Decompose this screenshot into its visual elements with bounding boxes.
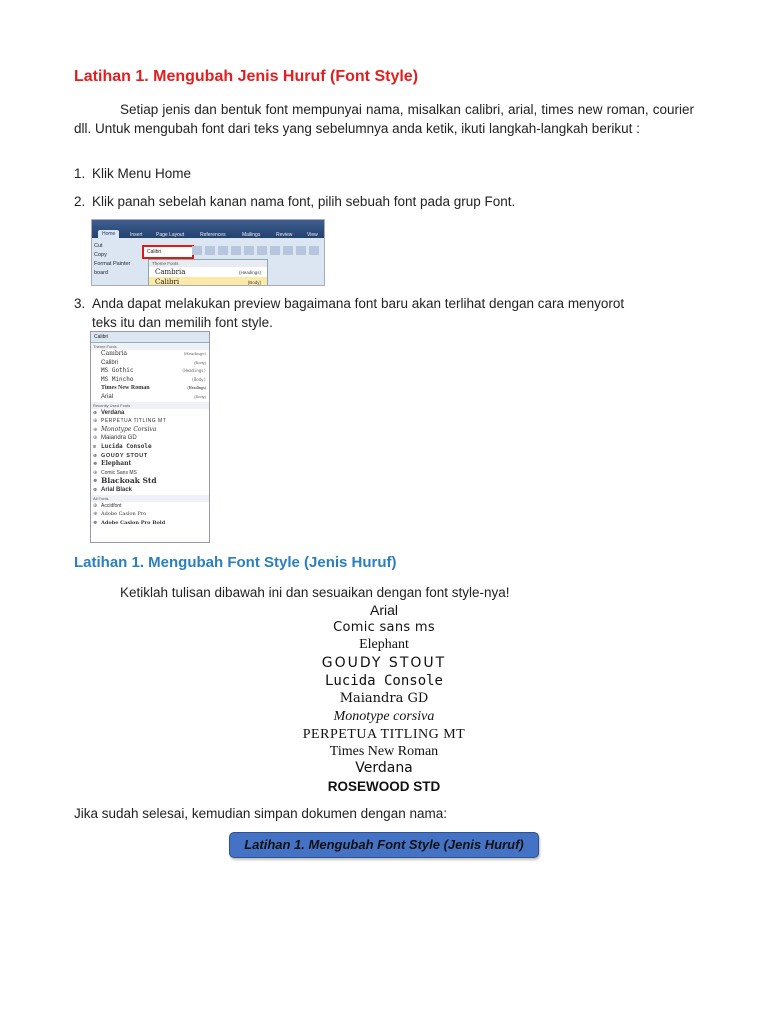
list-item: ⊕ Blackoak Std [91,477,209,486]
list-item: MS Mincho (Body) [101,375,206,383]
list-item: ⊕ Accidfont [91,502,209,511]
font-sample: PERPETUA TITLING MT [302,727,466,742]
tab-mailings: Mailings [242,232,261,238]
tab-home: Home [98,230,119,238]
tab-review: Review [276,232,293,238]
list-item: ⊕ PERPETUA TITLING MT [91,417,209,426]
step-1: 1. Klik Menu Home [74,166,192,181]
list-item: ⊕ GOUDY STOUT [91,452,209,461]
list-item: ⊕ Elephant [91,460,209,469]
list-item: Times New Roman (Headings) [101,385,206,392]
font-sample: Maiandra GD [339,691,429,706]
list-item: ⊕ Maiandra GD [91,434,209,443]
step-3: 3. Anda dapat melakukan preview bagaimana font baru akan terlihat dengan cara menyorot teks itu dan memilih font style. [74,296,625,330]
list-item: ⊕ Monotype Corsiva [91,426,209,435]
ribbon-screenshot [91,219,325,286]
list-item: Arial (Body) [101,393,206,400]
list-item: Calibri (Body) [101,359,206,366]
list-item: MS Gothic (Headings) [101,367,206,375]
ribbon-tab-bar [92,220,324,238]
font-row: Calibri (Body) [149,277,267,286]
clipboard-group: Cut Copy Format Painter board [94,243,131,276]
font-sample: GOUDY STOUT [321,655,447,671]
font-sample: Monotype corsiva [333,709,435,724]
font-dropdown: Theme Fonts Cambria (Headings) Calibri (Body) [148,259,268,286]
font-name-box: Calibri [142,245,194,259]
list-item: ⊕ Adobe Caslon Pro Bold [91,519,209,528]
font-sample: Elephant [359,637,409,652]
tab-page-layout: Page Layout [156,232,185,238]
font-sample: Times New Roman [329,744,439,759]
instruction: Ketiklah tulisan dibawah ini dan sesuaikan dengan font style-nya! [120,585,510,600]
heading-1: Latihan 1. Mengubah Jenis Huruf (Font Style) [74,68,419,85]
list-item: ⊕ Adobe Caslon Pro [91,510,209,519]
tab-insert: Insert [130,232,143,238]
font-list-screenshot: Calibri Theme Fonts Cambria (Headings) Calibri (Body) MS Gothic (Headings) MS Mincho (Body) Times New Roman (Headings) Arial (Body) Recently Used Fonts ⊕ Verdana ⊕ PERPETUA TITLING MT ⊕ Monotype Corsiva ⊕ Maiandra GD ⊕ Lucida Console ⊕ GOUDY STOUT ⊕ Elephant ⊕ Comic Sans MS ⊕ Blackoak Std ⊕ Arial Black All Fonts ⊕ Accidfont ⊕ Adobe Caslon Pro ⊕ Adobe Caslon Pro Bold [90,331,210,543]
list-item: ⊕ Arial Black [91,486,209,495]
list-item: Cambria (Headings) [101,350,206,357]
list-item: ⊕ Lucida Console [91,443,209,452]
step-2: 2. Klik panah sebelah kanan nama font, pilih sebuah font pada grup Font. [74,194,516,209]
font-sample-list [234,602,534,796]
font-sample: Lucida Console [324,673,443,689]
font-name-box: Calibri [91,332,209,343]
list-item: ⊕ Comic Sans MS [91,469,209,478]
tab-view: View [307,232,318,238]
font-sample: Comic sans ms [333,620,435,635]
font-sample: ROSEWOOD STD [327,779,441,794]
save-instruction: Jika sudah selesai, kemudian simpan dokumen dengan nama: [74,806,447,821]
font-tools [192,246,320,255]
heading-2: Latihan 1. Mengubah Font Style (Jenis Huruf) [74,554,397,571]
font-sample: Arial [369,602,398,618]
list-item: ⊕ Verdana [91,409,209,418]
intro-paragraph: Setiap jenis dan bentuk font mempunyai nama, misalkan calibri, arial, times new roman, courier dll. Untuk mengubah font dari teks yang sebelumnya anda ketik, ikuti langkah-langkah berikut : [74,102,694,136]
font-row: Cambria (Headings) [155,268,261,276]
font-sample: Verdana [355,760,413,776]
tab-references: References [200,232,226,238]
save-name-box: Latihan 1. Mengubah Font Style (Jenis Huruf) [229,832,539,858]
